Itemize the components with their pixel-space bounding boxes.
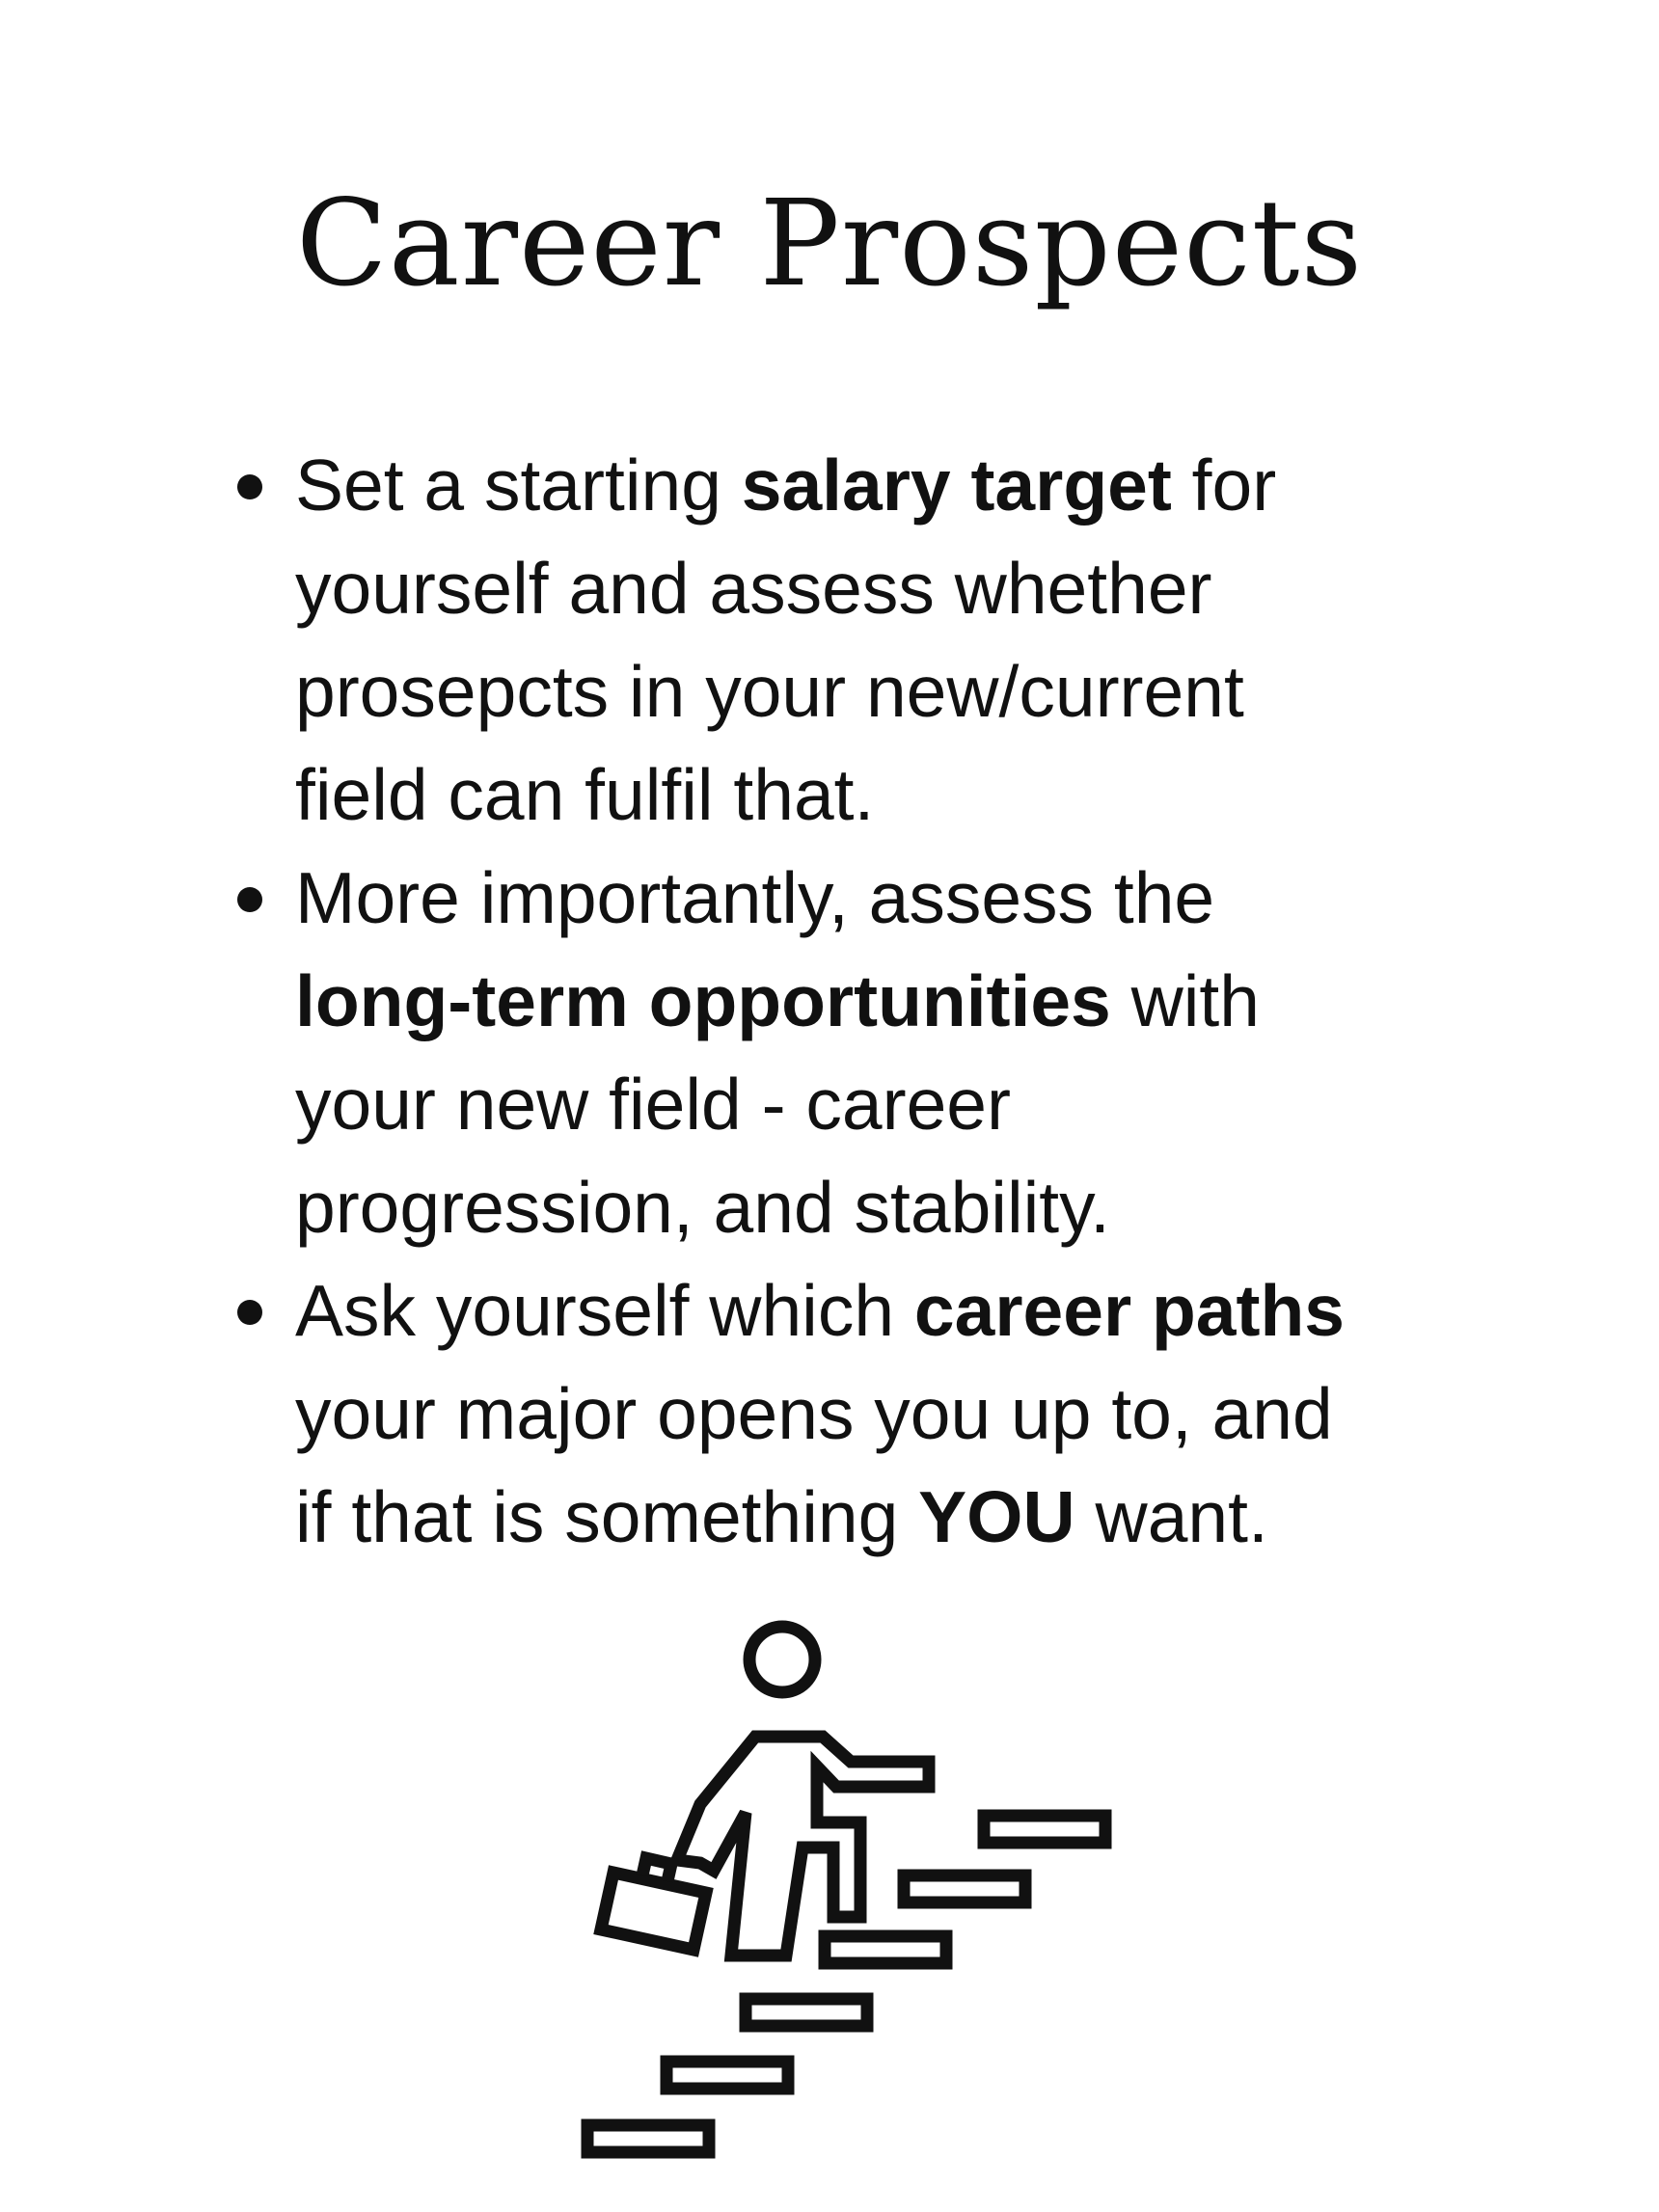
stair-step — [904, 1875, 1025, 1902]
briefcase-shape — [601, 1873, 706, 1950]
bullet-line — [295, 950, 1514, 1053]
stair-step — [746, 1999, 867, 2026]
text-segment: with — [1110, 960, 1260, 1041]
bullet-line: More importantly, assess the — [295, 857, 1215, 938]
text-segment: Ask yourself which — [295, 1270, 914, 1351]
bullet-line: field can fulfil that. — [295, 754, 875, 835]
stair-step — [984, 1816, 1105, 1843]
emphasis-you: YOU — [918, 1476, 1075, 1557]
head-shape — [749, 1627, 815, 1692]
body-outline — [677, 1737, 929, 1956]
bullet-line: yourself and assess whether — [295, 548, 1212, 629]
bullet-line: your major opens you up to, and — [295, 1373, 1333, 1454]
text-segment: if that is something — [295, 1476, 919, 1557]
page-title: Career Prospects — [295, 175, 1364, 313]
bullet-dot-icon — [237, 474, 262, 499]
emphasis-career-paths: career paths — [913, 1270, 1345, 1351]
person-climbing-stairs-with-briefcase-icon — [559, 1610, 1129, 2170]
bullet-line: progression, and stability. — [295, 1167, 1110, 1248]
stair-step — [587, 2125, 709, 2152]
text-segment: Set a starting — [295, 445, 742, 526]
bullet-line: your new field - career — [295, 1064, 1011, 1145]
bullet-item — [0, 847, 1659, 1259]
stair-step — [825, 1936, 946, 1963]
stair-step — [666, 2062, 788, 2089]
bullet-line — [295, 434, 1514, 537]
bullet-item — [0, 434, 1659, 847]
bullet-line: prosepcts in your new/current — [295, 651, 1244, 732]
emphasis-long-term-opportunities: long-term opportunities — [295, 960, 1111, 1041]
bullet-list — [0, 434, 1659, 1569]
bullet-item — [0, 1259, 1659, 1569]
bullet-dot-icon — [237, 887, 262, 912]
text-segment: for — [1171, 445, 1277, 526]
bullet-dot-icon — [237, 1300, 262, 1325]
emphasis-salary-target: salary target — [741, 445, 1172, 526]
bullet-line — [295, 1466, 1514, 1569]
text-segment: want. — [1074, 1476, 1268, 1557]
bullet-line — [295, 1259, 1514, 1362]
